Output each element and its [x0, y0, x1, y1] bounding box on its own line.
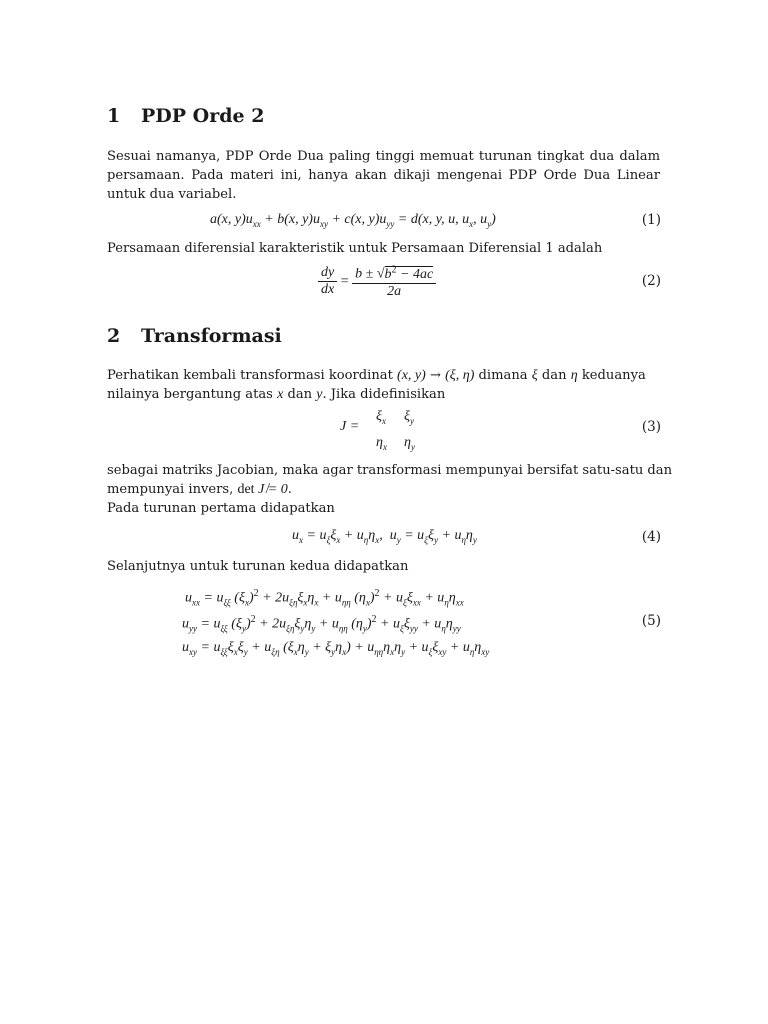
paragraph-intro: Sesuai namanya, PDP Orde Dua paling tinggi memuat turunan tingkat dua dalam persamaan. Pada materi ini, hanya akan dikaji mengenai PDP Orde Dua Linear untuk dua variabel. [107, 149, 660, 202]
section-heading-1 [107, 105, 264, 127]
paragraph-second-derivative: Selanjutnya untuk turunan kedua didapatkan [107, 559, 409, 574]
paragraph-transform: Perhatikan kembali transformasi koordinat (x, y) → (ξ, η) dimana ξ dan η keduanya nilainya bergantung atas x dan y. Jika didefinisikan [107, 368, 646, 402]
equation-number-4: (4) [641, 529, 661, 545]
equation-5-line-1: $u_{xx} = u_{\xi\xi}$ $(\xi_x)^2 + 2u_{\xi\eta}\xi_x\eta_x + u_{\eta\eta}$ $(\eta_x)^2 + u_\xi\xi_{xx} + u_\eta\eta_{xx}$ [185, 588, 464, 608]
section-number: 1 [107, 105, 121, 127]
section-heading-2 [107, 325, 282, 347]
equation-number-3: (3) [641, 419, 661, 435]
equation-number-2: (2) [641, 273, 661, 289]
equation-2: $\frac{dy}{dx}$ = $\frac{b \pm √b^2 - 4ac}{2a}$ [318, 264, 436, 300]
paragraph-jacobian-1: sebagai matriks Jacobian, maka agar transformasi mempunyai bersifat satu-satu dan [107, 463, 673, 478]
equation-number-1: (1) [641, 212, 661, 228]
paragraph-characteristic: Persamaan diferensial karakteristik untuk Persamaan Diferensial 1 adalah [107, 241, 603, 256]
equation-4: $u_x = u_\xi\xi_x + u_\eta\eta_x$, $u_y = u_\xi\xi_y + u_\eta\eta_y$ [292, 528, 477, 545]
section-number: 2 [107, 325, 121, 347]
equation-5-line-2: $u_{yy} = u_{\xi\xi}$ $(\xi_y)^2 + 2u_{\xi\eta}\xi_y\eta_y + u_{\eta\eta}$ $(\eta_y)^2 + u_\xi\xi_{yy} + u_\eta\eta_{yy}$ [182, 614, 461, 634]
equation-5-line-3: $u_{xy} = u_{\xi\xi}\xi_x\xi_y + u_{\xi\eta}$ $(\xi_x\eta_y + \xi_y\eta_x) + u_{\eta\eta}\eta_x\eta_y + u_\xi\xi_{xy} + u_\eta\eta_{xy}$ [182, 640, 490, 657]
document-page: 1 PDP Orde 2 Sesuai namanya, PDP Orde Dua paling tinggi memuat turunan tingkat dua dalam persamaan. Pada materi ini, hanya akan dikaji mengenai PDP Orde Dua Linear untuk dua variabel. a(x, $y)u_{xx} + b(x$, $y)u_{xy} + c(x$, $y)u_{yy} = d(x$, y, u, $u_x$, $u_y$) (1) Persamaan diferensial karakteristik untuk Persamaan Diferensial 1 adalah $\frac{dy}{dx}$ = $\frac{b \pm √b^2 - 4ac}{2a}$ (2) 2 Transformasi Perhatikan kembali transformasi koordinat (x, y) → (ξ, η) dimana ξ dan η keduanya nilainya bergantung atas x dan y. Jika didefinisikan J = $\xi_x$ $\xi_y$ $\eta_x$ $\eta_y$ (3) sebagai matriks Jacobian, maka agar transformasi mempunyai bersifat satu-satu dan mempunyai invers, det J ̸= 0. Pada turunan pertama didapatkan $u_x = u_\xi\xi_x + u_\eta\eta_x$, $u_y = u_\xi\xi_y + u_\eta\eta_y$ (4) Selanjutnya untuk turunan kedua didapatkan $u_{xx} = u_{\xi\xi}$ $(\xi_x)^2 + 2u_{\xi\eta}\xi_x\eta_x + u_{\eta\eta}$ $(\eta_x)^2 + u_\xi\xi_{xx} + u_\eta\eta_{xx}$ $u_{yy} = u_{\xi\xi}$ $(\xi_y)^2 + 2u_{\xi\eta}\xi_y\eta_y + u_{\eta\eta}$ $(\eta_y)^2 + u_\xi\xi_{yy} + u_\eta\eta_{yy}$ $u_{xy} = u_{\xi\xi}\xi_x\xi_y + u_{\xi\eta}$ $(\xi_x\eta_y + \xi_y\eta_x) + u_{\eta\eta}\eta_x\eta_y + u_\xi\xi_{xy} + u_\eta\eta_{xy}$ (5) [107, 105, 673, 657]
equation-1: a(x, $y)u_{xx} + b(x$, $y)u_{xy} + c(x$, $y)u_{yy} = d(x$, y, u, $u_x$, $u_y$) [210, 212, 496, 229]
paragraph-jacobian-2: mempunyai invers, det J ̸= 0. [107, 482, 292, 497]
equation-number-5: (5) [641, 613, 661, 629]
paragraph-first-derivative: Pada turunan pertama didapatkan [107, 501, 335, 516]
section-title: PDP Orde 2 [141, 105, 265, 127]
section-title: Transformasi [141, 325, 282, 347]
